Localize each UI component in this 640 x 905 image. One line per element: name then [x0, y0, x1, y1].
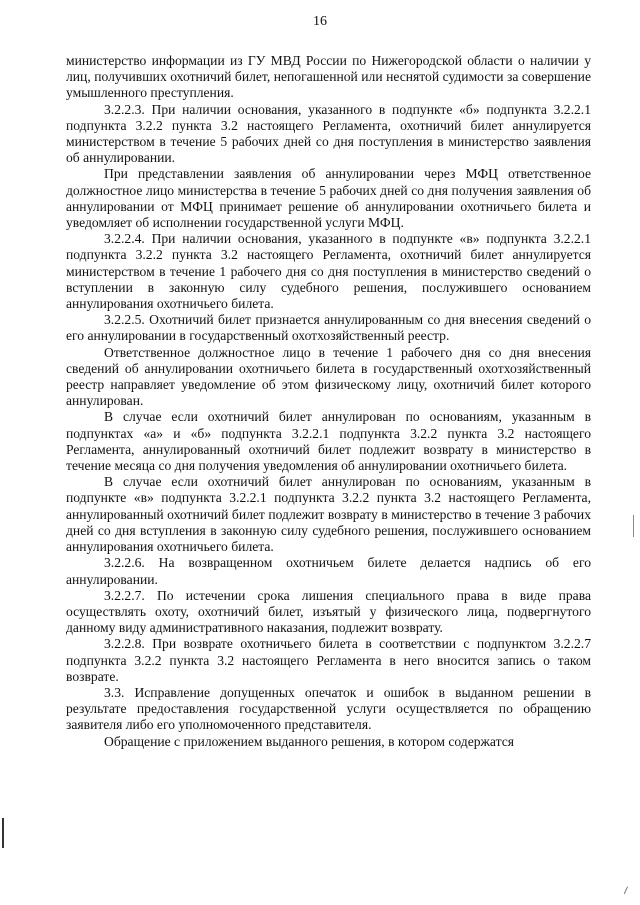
paragraph: В случае если охотничий билет аннулирован по основаниям, указанным в подпунктах «а» и «б» подпункта 3.2.2.1 подпункта 3.2.2 пункта 3.2 настоящего Регламента, аннулированный охотничий билет подлежит возврату в министерство в течение месяца со дня получения уведомления об аннулировании охотничьего билета.	[66, 409, 591, 474]
scan-edge-mark	[624, 886, 636, 897]
paragraph: Обращение с приложением выданного решения, в котором содержатся	[104, 733, 515, 749]
paragraph: 3.2.2.6. На возвращенном охотничьем билете делается надпись об его аннулировании.	[66, 555, 591, 587]
paragraph: 3.2.2.8. При возврате охотничьего билета в соответствии с подпунктом 3.2.2.7 подпункта 3.2.2 пункта 3.2 настоящего Регламента в него вносится запись о таком возврате.	[66, 636, 591, 684]
paragraph: министерство информации из ГУ МВД России по Нижегородской области о наличии у лиц, получивших охотничий билет, непогашенной или неснятой судимости за совершение умышленного преступления.	[66, 53, 591, 101]
paragraph: 3.3. Исправление допущенных опечаток и ошибок в выданном решении в результате предоставления государственной услуги осуществляется по обращению заявителя либо его уполномоченного представителя.	[66, 684, 591, 733]
paragraph: 3.2.2.3. При наличии основания, указанного в подпункте «б» подпункта 3.2.2.1 подпункта 3.2.2 пункта 3.2 настоящего Регламента, охотничий билет аннулируется министерством в течение 5 рабочих дней со дня поступления в министерство заявления об аннулировании.	[66, 101, 591, 166]
paragraph: В случае если охотничий билет аннулирован по основаниям, указанным в подпункте «в» подпункта 3.2.2.1 подпункта 3.2.2 пункта 3.2 настоящего Регламента, аннулированный охотничий билет подлежит возврату в министерство в течение 3 рабочих дней со дня вступления в законную силу судебного решения, послужившего основанием аннулирования охотничьего билета.	[66, 474, 591, 555]
paragraph: При представлении заявления об аннулировании через МФЦ ответственное должностное лицо министерства в течение 5 рабочих дней со дня получения заявления об аннулировании от МФЦ принимает решение об аннулировании охотничьего билета и уведомляет об исполнении государственной услуги МФЦ.	[66, 166, 591, 231]
paragraph: Ответственное должностное лицо в течение 1 рабочего дня со дня внесения сведений об аннулировании охотничьего билета в государственный охотхозяйственный реестр направляет уведомление об этом физическому лицу, охотничий билет которого аннулирован.	[66, 344, 591, 409]
document-body	[66, 53, 591, 750]
page-number: 16	[313, 14, 327, 29]
scan-edge-mark	[633, 515, 634, 537]
paragraph: 3.2.2.7. По истечении срока лишения специального права в виде права осуществлять охоту, охотничий билет, изъятый у физического лица, подвергнутого данному виду административного наказания, подлежит возврату.	[66, 587, 591, 636]
scan-edge-mark	[2, 818, 4, 848]
paragraph: 3.2.2.5. Охотничий билет признается аннулированным со дня внесения сведений о его аннулировании в государственный охотхозяйственный реестр.	[66, 312, 591, 344]
paragraph: 3.2.2.4. При наличии основания, указанного в подпункте «в» подпункта 3.2.2.1 подпункта 3.2.2 пункта 3.2 настоящего Регламента, охотничий билет аннулируется министерством в течение 1 рабочего дня со дня поступления в министерство сведений о вступлении в законную силу судебного решения, послужившего основанием аннулирования охотничьего билета.	[66, 231, 591, 312]
